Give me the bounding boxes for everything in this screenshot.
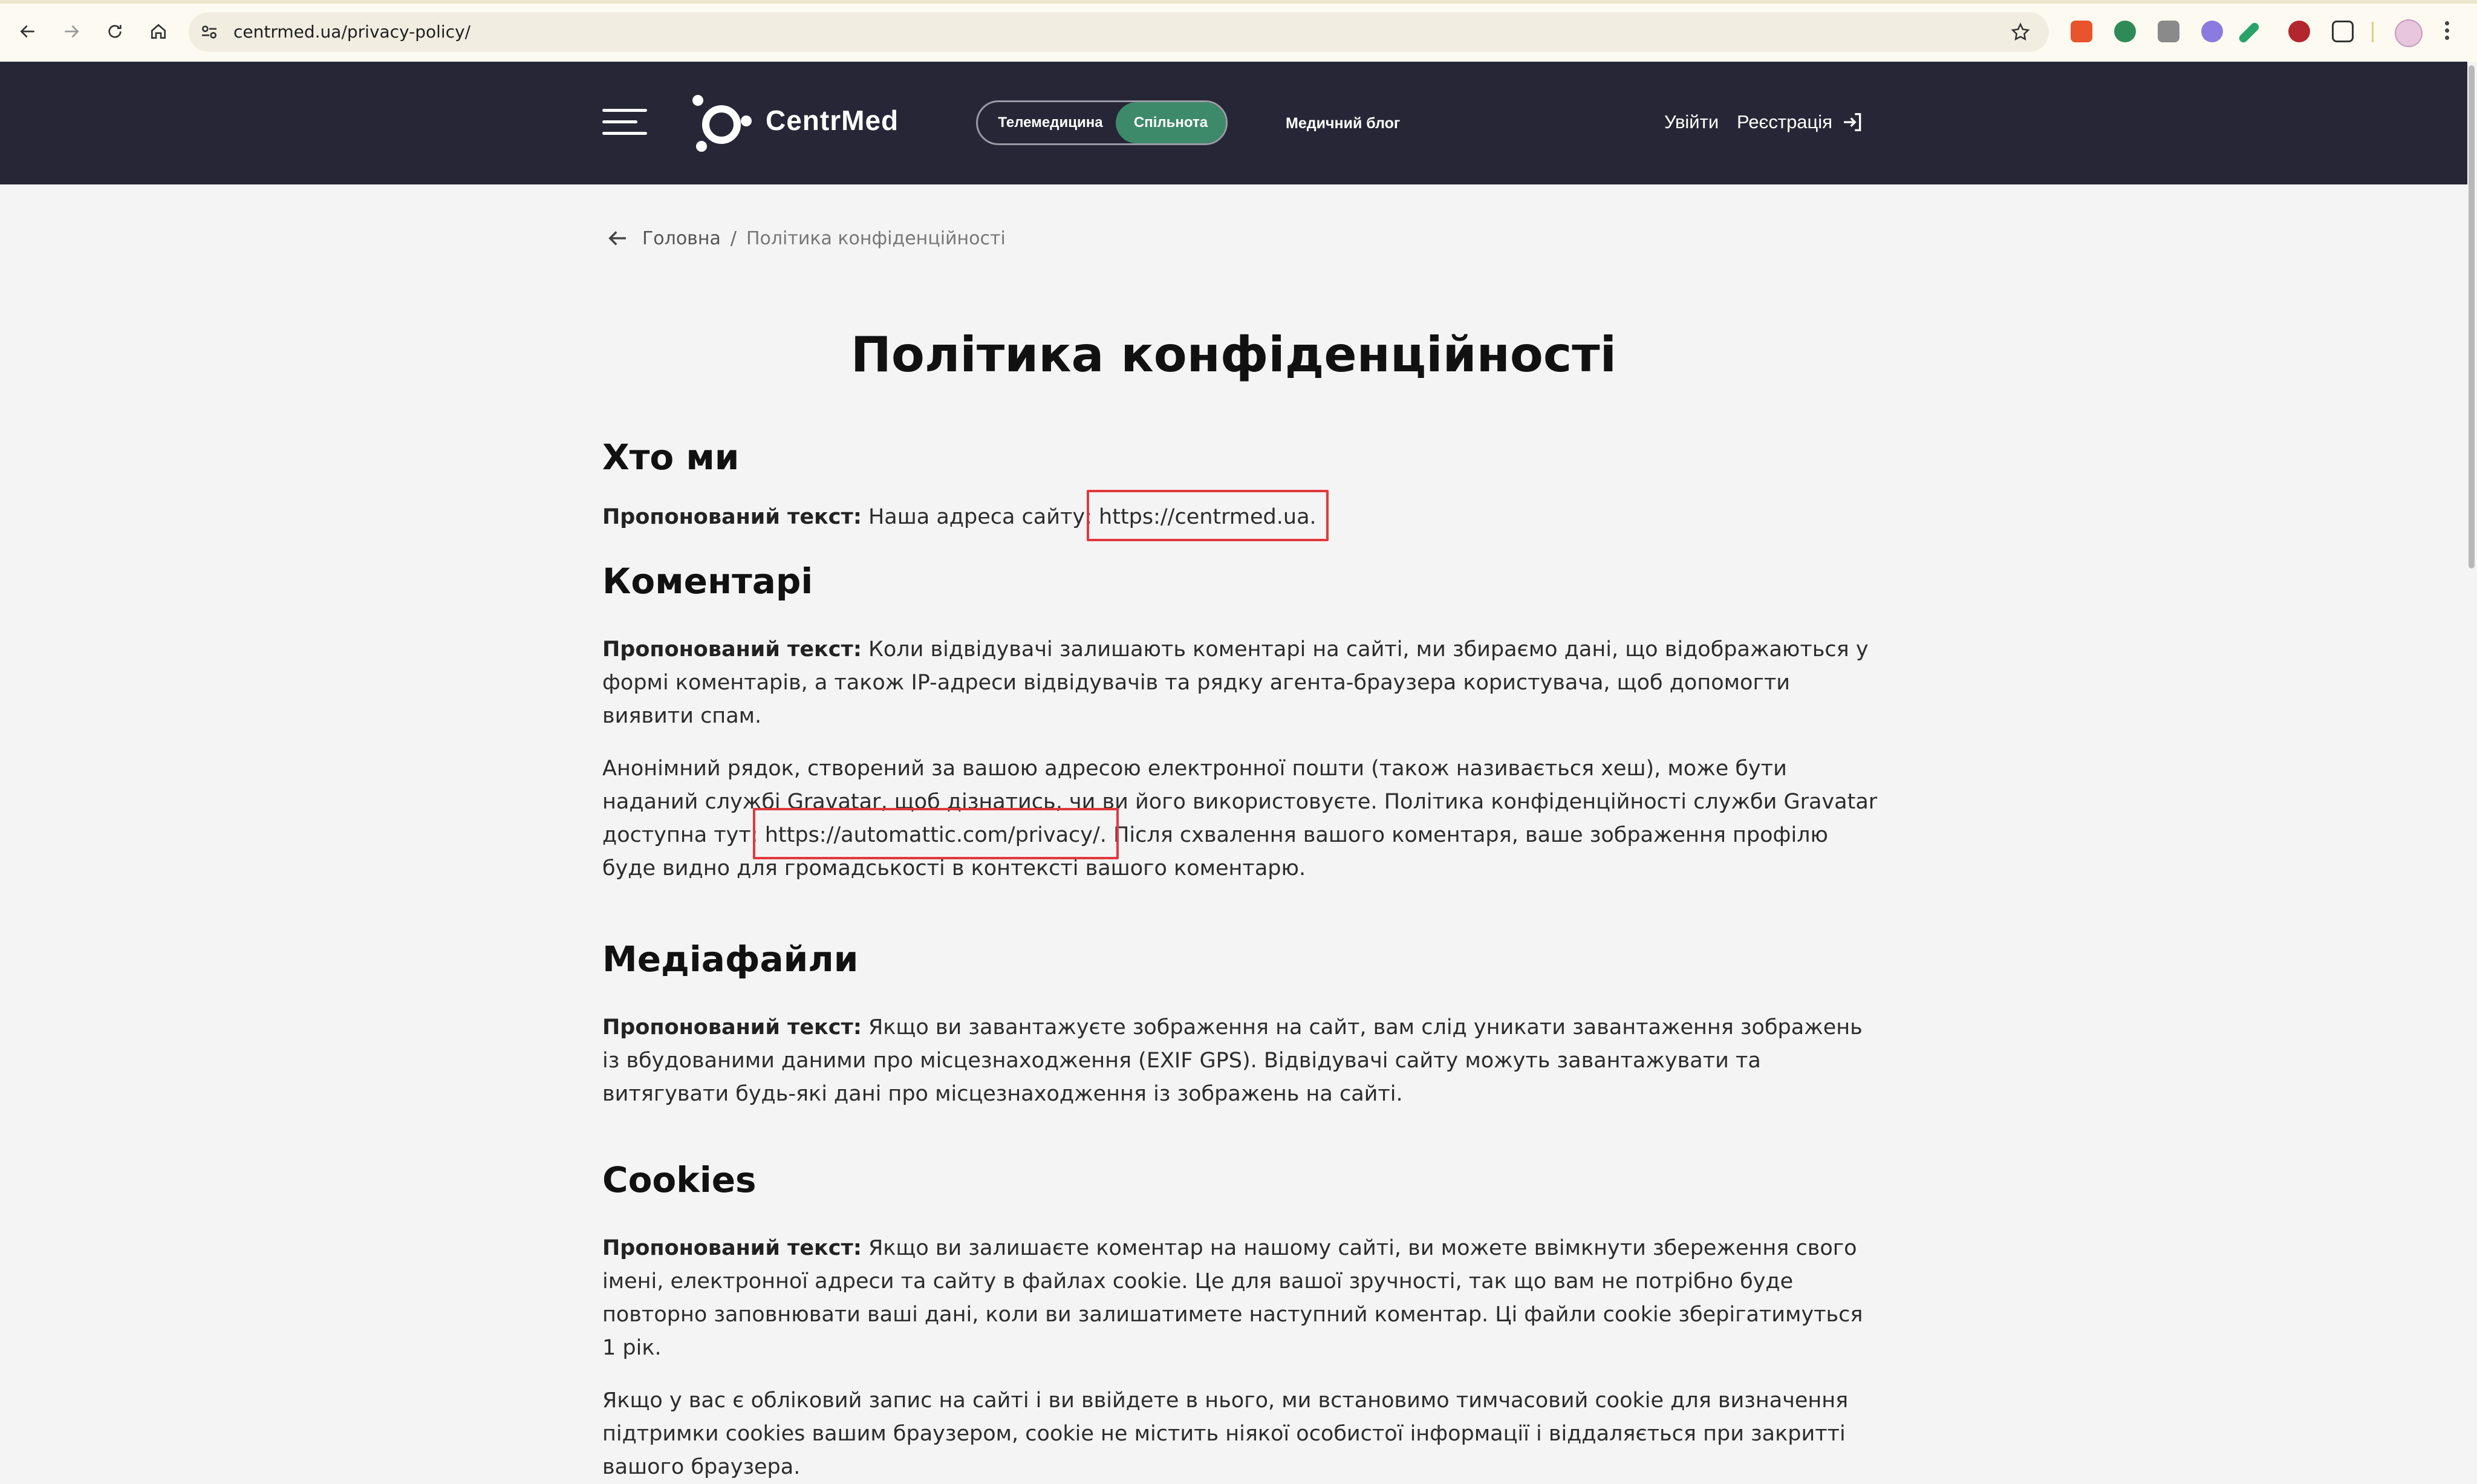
sign-in-icon[interactable] <box>1841 110 1865 134</box>
suggested-text-label: Пропонований текст: <box>602 505 862 529</box>
suggested-text-label: Пропонований текст: <box>602 1015 862 1040</box>
article-content <box>602 431 1878 1484</box>
breadcrumb-home[interactable]: Головна <box>642 227 721 249</box>
pen-extension-icon[interactable] <box>2238 21 2261 44</box>
section-heading: Коментарі <box>602 561 813 602</box>
hamburger-menu-icon[interactable] <box>602 109 647 138</box>
section-who-we-are <box>602 431 1878 534</box>
paragraph <box>602 1232 1878 1365</box>
paragraph-text: Якщо ви залишаєте коментар на нашому сайті, ви можете ввімкнути збереження свого імені, електронної адреси та сайту в файлах cookie. Це для вашої зручності, так що вам не потрібно буде повторно заповнювати ваші дані, коли ви залишатимете наступний коментар. Ці файли cookie зберігатимуться 1 рік. <box>602 1236 1863 1360</box>
suggested-text-label: Пропонований текст: <box>602 1236 862 1260</box>
profile-avatar[interactable] <box>2395 19 2423 47</box>
toggle-community[interactable]: Спільнота <box>1116 102 1226 143</box>
browser-menu-icon[interactable] <box>2441 18 2453 45</box>
suggested-text-label: Пропонований текст: <box>602 637 862 662</box>
automattic-privacy-link[interactable]: https://automattic.com/privacy/. <box>764 823 1107 847</box>
site-settings-icon[interactable] <box>200 22 219 42</box>
url-text: centrmed.ua/privacy-policy/ <box>233 22 471 42</box>
extension-icon-4[interactable] <box>2201 21 2223 42</box>
paragraph <box>602 752 1878 885</box>
section-heading: Хто ми <box>602 437 740 478</box>
breadcrumb <box>605 225 1006 252</box>
toggle-telemedicine[interactable]: Телемедицина <box>998 114 1103 131</box>
puzzle-extensions-icon[interactable] <box>2332 21 2354 42</box>
extension-icon-2[interactable] <box>2114 21 2136 42</box>
paragraph-text: Коли відвідувачі залишають коментарі на сайті, ми збираємо дані, що відображаються у формі коментарів, а також IP-адреси відвідувачів та рядку агента-браузера користувача, щоб допомогти виявити спам. <box>602 637 1869 728</box>
site-header <box>0 62 2467 184</box>
browser-toolbar <box>0 0 2477 63</box>
forward-button[interactable] <box>57 17 86 46</box>
breadcrumb-current: Політика конфіденційності <box>746 227 1006 249</box>
tab-strip <box>0 0 2477 4</box>
paragraph <box>602 1011 1878 1111</box>
paragraph: Якщо у вас є обліковий запис на сайті і ви ввійдете в нього, ми встановимо тимчасовий cookie для визначення підтримки cookies вашим браузером, cookie не містить ніякої особистої інформації і віддаляється при закритті вашого браузера. <box>602 1388 1849 1479</box>
section-heading: Медіафайли <box>602 939 859 980</box>
login-link[interactable]: Увійти <box>1664 111 1719 132</box>
bookmark-star-icon[interactable] <box>2010 22 2031 42</box>
section-heading: Cookies <box>602 1159 757 1200</box>
brand-name[interactable]: CentrMed <box>766 105 899 136</box>
page-title: Політика конфіденційності <box>850 327 1617 383</box>
paragraph-text: Наша адреса сайту: <box>861 505 1099 529</box>
section-cookies <box>602 1153 1878 1484</box>
breadcrumb-separator: / <box>730 227 737 249</box>
centrmed-logo-icon[interactable] <box>688 92 755 152</box>
reload-icon <box>105 22 125 41</box>
extension-icon-1[interactable] <box>2071 21 2092 42</box>
section-media <box>602 932 1878 1111</box>
toolbar-divider <box>2372 22 2374 42</box>
register-link[interactable]: Реєстрація <box>1737 111 1832 132</box>
site-url-link[interactable]: https://centrmed.ua. <box>1099 505 1317 529</box>
paragraph-text: Після схвалення вашого коментаря, ваше зображення профілю буде видно для громадськості в контексті вашого коментарю. <box>602 823 1828 880</box>
medical-blog-link[interactable]: Медичний блог <box>1286 115 1401 132</box>
arrow-left-icon[interactable] <box>605 226 630 251</box>
arrow-left-icon <box>18 22 37 41</box>
paragraph-text: Анонімний рядок, створений за вашою адресою електронної пошти (також називається хеш), може бути наданий службі Gravatar, щоб дізнатись, чи ви його використовуєте. Політика конфіденційності служби Gravatar доступна тут: <box>602 757 1878 847</box>
arrow-right-icon <box>62 22 81 41</box>
paragraph-text: Якщо ви завантажуєте зображення на сайт, вам слід уникати завантаження зображень із вбудованими даними про місцезнаходження (EXIF GPS). Відвідувачі сайту можуть завантажувати та витягувати будь-які дані про місцезнаходження із зображень на сайті. <box>602 1015 1863 1106</box>
camera-extension-icon[interactable] <box>2158 21 2179 42</box>
privacy-url-highlight <box>765 819 1107 852</box>
reload-button[interactable] <box>100 17 129 46</box>
service-toggle[interactable] <box>976 100 1228 145</box>
address-bar[interactable] <box>189 12 2049 52</box>
site-url-highlight <box>1099 501 1317 534</box>
paragraph <box>602 501 1878 534</box>
back-button[interactable] <box>13 17 42 46</box>
paragraph <box>602 633 1878 733</box>
scrollbar-thumb[interactable] <box>2469 65 2475 568</box>
home-button[interactable] <box>144 17 173 46</box>
home-icon <box>149 22 168 41</box>
extension-icon-6[interactable] <box>2288 21 2310 42</box>
section-comments <box>602 555 1878 885</box>
